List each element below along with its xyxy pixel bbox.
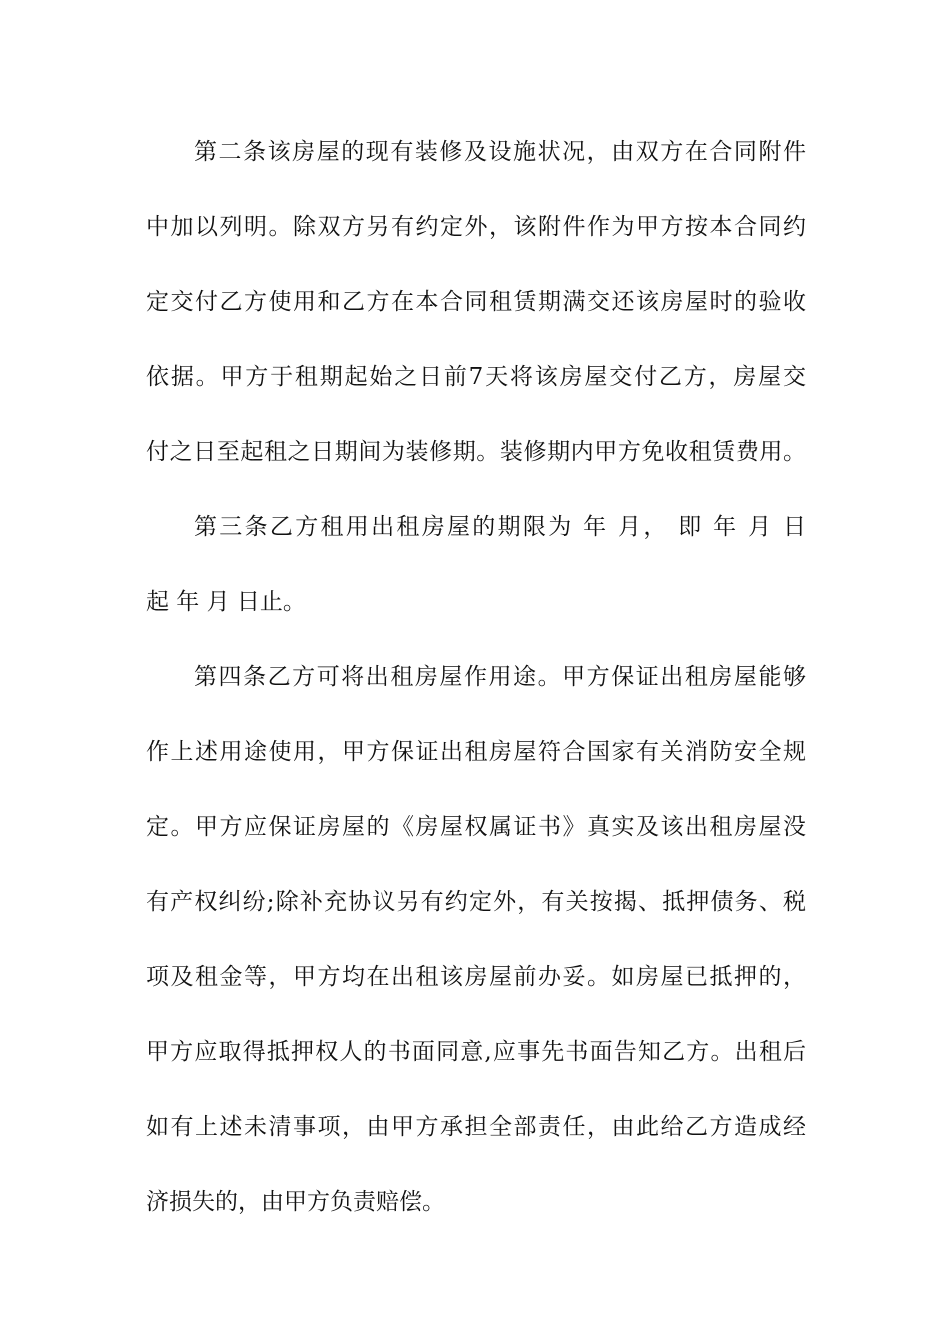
paragraph-2-line-4: 依据。甲方于租期起始之日前7天将该房屋交付乙方，房屋交 xyxy=(146,364,806,390)
paragraph-4-line-6: 甲方应取得抵押权人的书面同意,应事先书面告知乙方。出租后 xyxy=(146,1039,806,1065)
paragraph-2-line-1: 第二条该房屋的现有装修及设施状况，由双方在合同附件 xyxy=(194,139,806,165)
paragraph-2-line-5: 付之日至起租之日期间为装修期。装修期内甲方免收租赁费用。 xyxy=(146,439,806,465)
paragraph-4-line-1: 第四条乙方可将出租房屋作用途。甲方保证出租房屋能够 xyxy=(194,664,806,690)
paragraph-4-line-7: 如有上述未清事项，由甲方承担全部责任，由此给乙方造成经 xyxy=(146,1114,806,1140)
paragraph-3-line-2: 起 年 月 日止。 xyxy=(146,589,306,615)
paragraph-4-line-8: 济损失的，由甲方负责赔偿。 xyxy=(146,1189,445,1215)
paragraph-4-line-5: 项及租金等，甲方均在出租该房屋前办妥。如房屋已抵押的， xyxy=(146,964,806,990)
paragraph-2-line-2: 中加以列明。除双方另有约定外，该附件作为甲方按本合同约 xyxy=(146,214,806,240)
paragraph-2-line-3: 定交付乙方使用和乙方在本合同租赁期满交还该房屋时的验收 xyxy=(146,289,806,315)
paragraph-4-line-2: 作上述用途使用，甲方保证出租房屋符合国家有关消防安全规 xyxy=(146,739,806,765)
paragraph-4-line-3: 定。甲方应保证房屋的《房屋权属证书》真实及该出租房屋没 xyxy=(146,814,806,840)
paragraph-4-line-4: 有产权纠纷;除补充协议另有约定外，有关按揭、抵押债务、税 xyxy=(146,889,806,915)
paragraph-3-line-1: 第三条乙方租用出租房屋的期限为 年 月， 即 年 月 日 xyxy=(194,514,806,540)
